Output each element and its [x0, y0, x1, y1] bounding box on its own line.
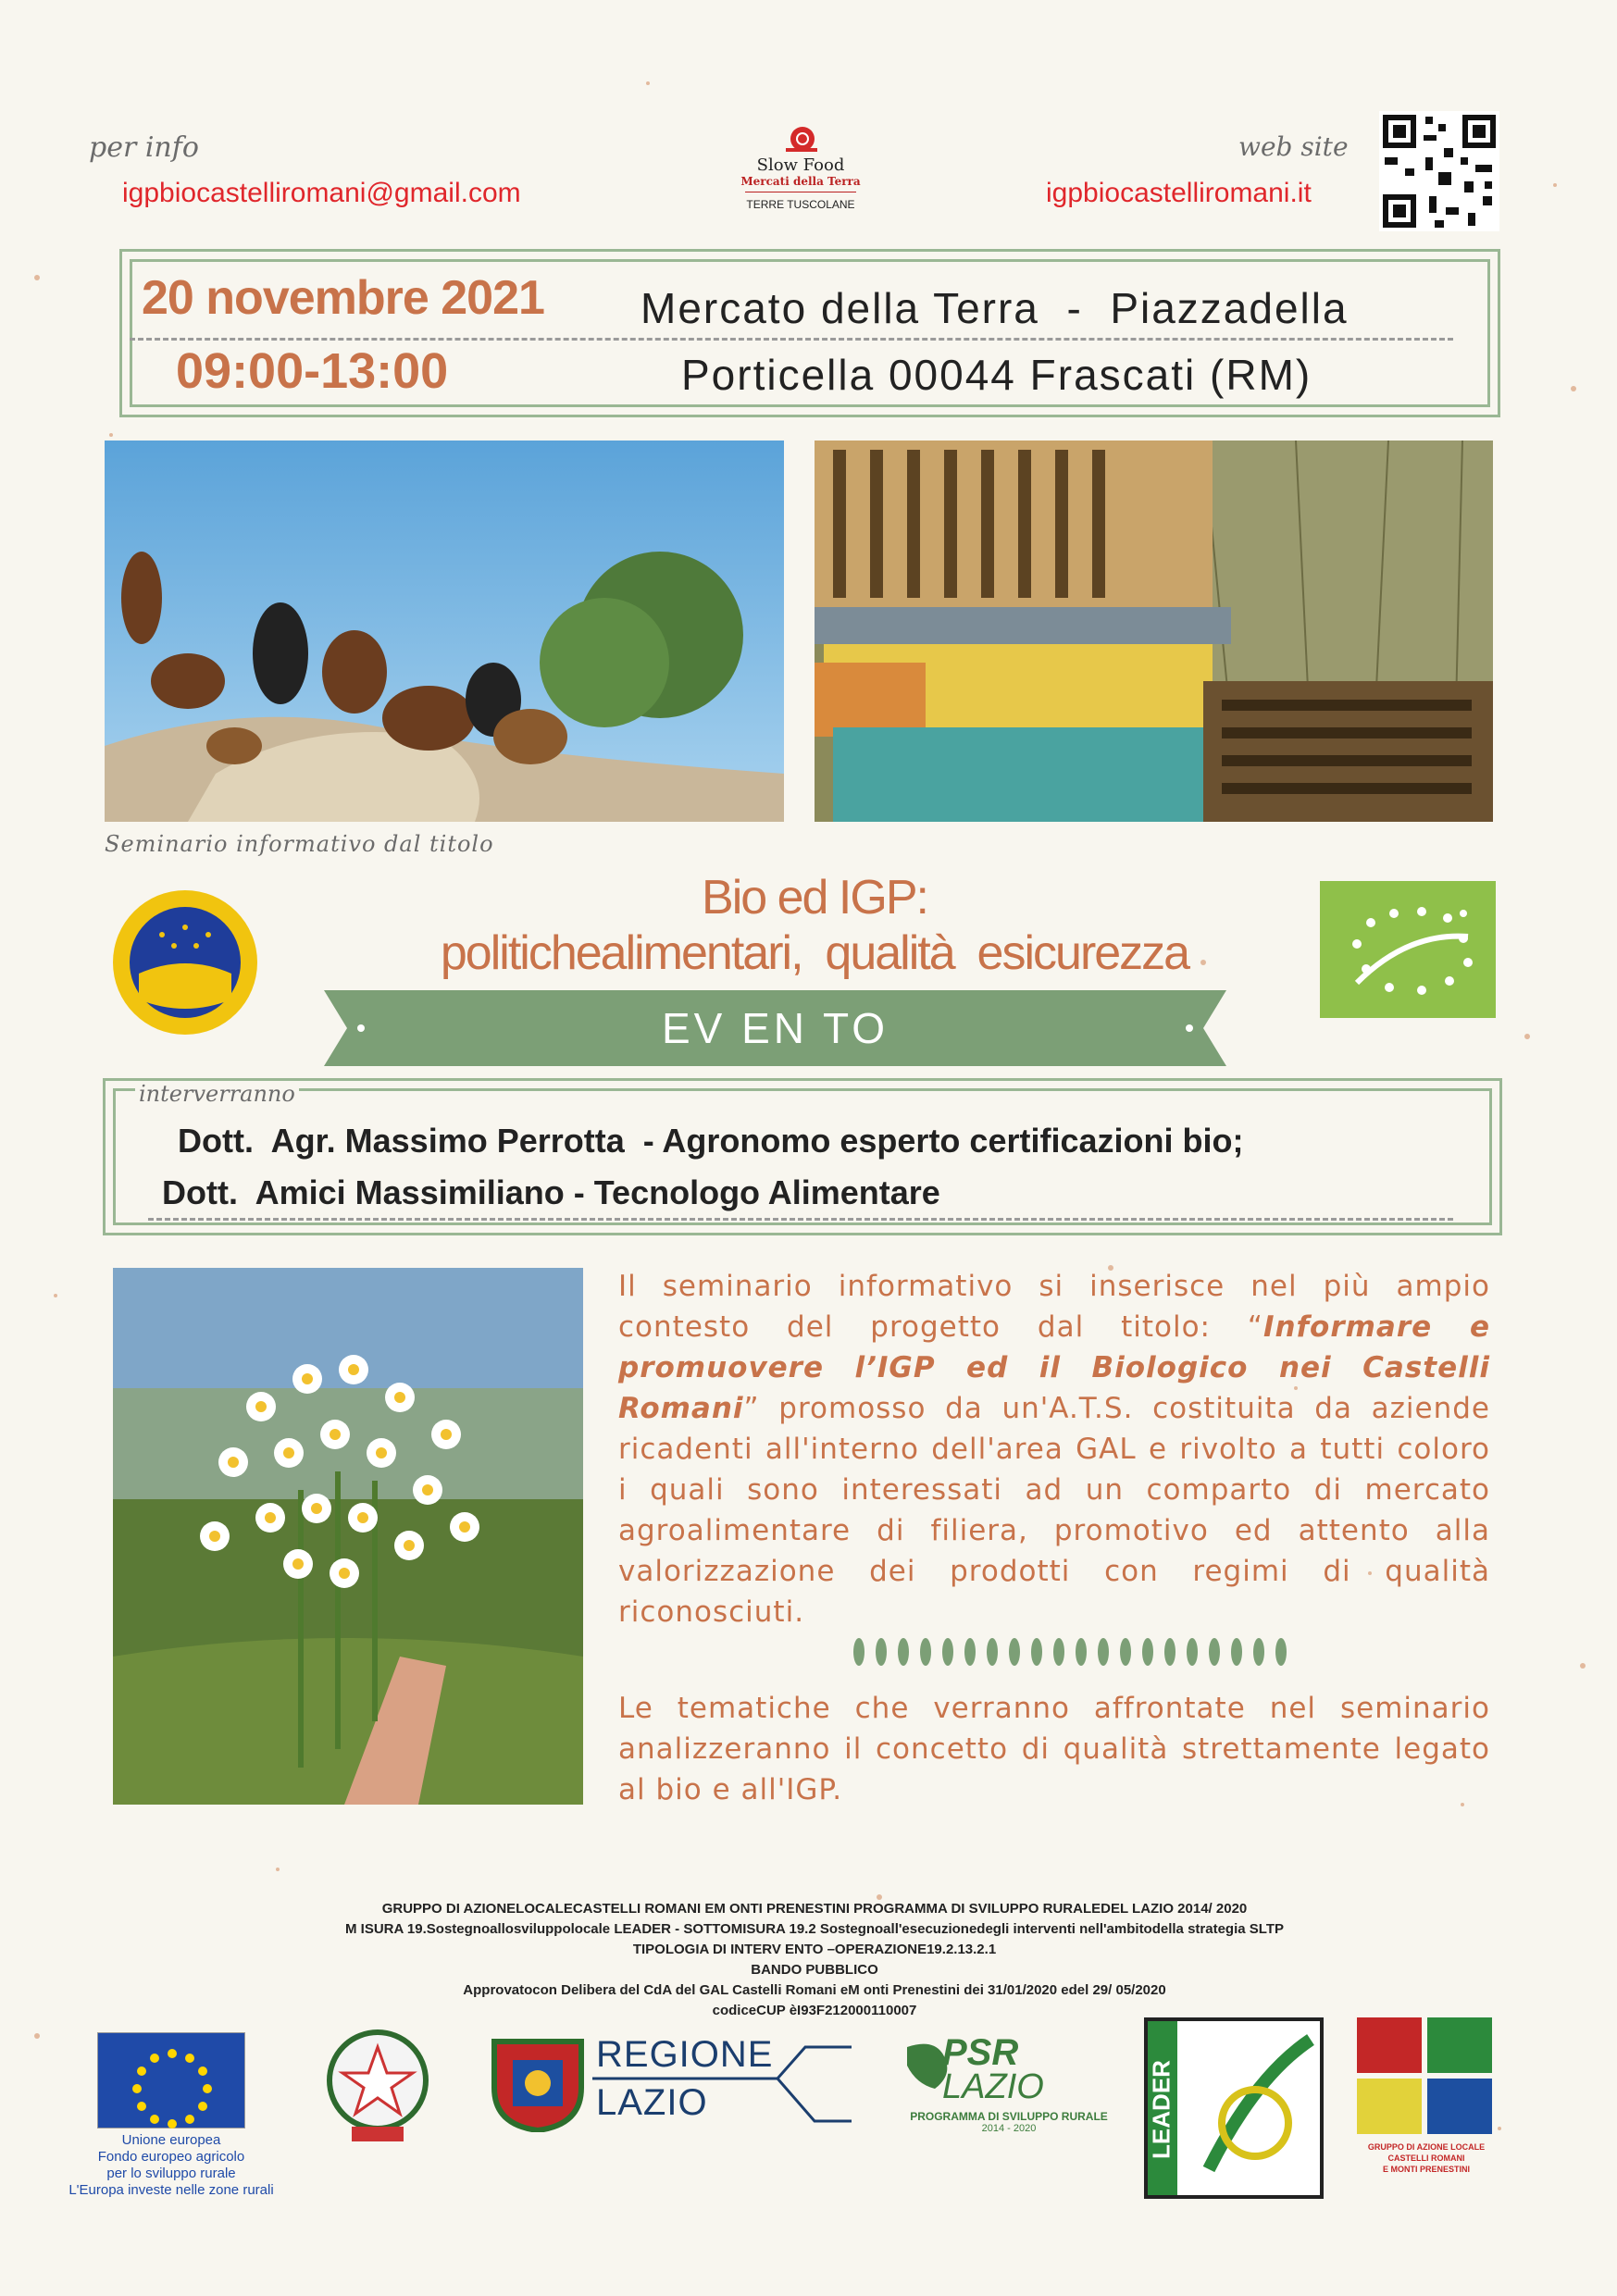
description-paragraph-2: Le tematiche che verranno affrontate nel seminario analizzeranno il concetto di qualità strettamente legato al bio e all'IGP.	[618, 1692, 1490, 1806]
footer-line-2: M ISURA 19.Sostegnoallosviluppolocale LEADER - SOTTOMISURA 19.2 Sostegnoall'esecuzionedegli interventi nell'ambitodella strategia SLTP	[344, 1921, 1284, 1937]
qr-code-icon[interactable]	[1379, 111, 1499, 231]
leader-logo	[1144, 2017, 1324, 2199]
lazio-coat-of-arms-icon	[485, 2032, 591, 2132]
psr-lazio-label: LAZIO	[942, 2067, 1044, 2106]
footer-line-4: BANDO PUBBLICO	[751, 1962, 878, 1978]
slowfood-logo	[722, 122, 879, 211]
eu-caption-2: Fondo europeo agricolo	[97, 2149, 245, 2165]
snail-icon	[782, 122, 819, 155]
seminar-title-line2: politichealimentari, qualità esicurezza	[440, 926, 1189, 980]
gal-caption-2: CASTELLI ROMANI	[1387, 2153, 1465, 2163]
project-title: Informare e promuovere l’IGP ed il Biologico nei Castelli Romani	[618, 1310, 1490, 1425]
eu-caption-4: L'Europa investe nelle zone rurali	[68, 2182, 274, 2198]
event-date: 20 novembre 2021	[142, 271, 544, 325]
speaker-2: Dott. Amici Massimiliano - Tecnologo Alimentare	[162, 1173, 940, 1211]
gal-castelli-romani-logo	[1357, 2017, 1496, 2203]
regione-label: REGIONE	[596, 2034, 774, 2075]
eu-organic-logo	[1320, 881, 1496, 1018]
website-link[interactable]: igpbiocastelliromani.it	[1046, 178, 1312, 208]
footer-program-info	[139, 1899, 1490, 2021]
gal-caption-1: GRUPPO DI AZIONE LOCALE	[1367, 2142, 1486, 2152]
speakers-divider	[148, 1218, 1453, 1221]
footer-line-3: TIPOLOGIA DI INTERV ENTO –OPERAZIONE19.2.13.2.1	[632, 1942, 997, 1957]
psr-label: PSR	[942, 2032, 1019, 2073]
psr-years-label: 2014 - 2020	[981, 2123, 1037, 2134]
speaker-1: Dott. Agr. Massimo Perrotta - Agronomo esperto certificazioni bio;	[178, 1122, 1244, 1160]
slowfood-name: Slow Food	[756, 155, 845, 175]
event-banner	[324, 990, 1226, 1066]
web-site-label: web site	[1238, 131, 1349, 162]
divider-dashed	[130, 338, 1453, 341]
contact-email[interactable]: igpbiocastelliromani@gmail.com	[122, 178, 521, 208]
eu-logo	[65, 2032, 278, 2199]
italian-republic-emblem-icon	[324, 2027, 431, 2147]
leader-label: LEADER	[1147, 2060, 1175, 2159]
igp-logo	[111, 888, 259, 1036]
seminar-title-line1: Bio ed IGP:	[702, 871, 927, 925]
slowfood-subtitle: Mercati della Terra	[740, 175, 861, 188]
description-paragraph-1	[618, 1266, 1490, 1632]
psr-program-label: PROGRAMMA DI SVILUPPO RURALE	[910, 2110, 1108, 2123]
description-text-continued: ” promosso da un'A.T.S. costituita da aziende ricadenti all'interno dell'area GAL e rivolto a tutti coloro i quali sono interessati ad un comparto di mercato agroalimentare di filiera, promotivo ed attento alla valorizzazione dei prodotti con regimi di qualità riconosciuti.	[618, 1392, 1490, 1629]
event-location-line2: Porticella 00044 Frascati (RM)	[681, 351, 1312, 399]
footer-line-1: GRUPPO DI AZIONELOCALECASTELLI ROMANI EM ONTI PRENESTINI PROGRAMMA DI SVILUPPO RURALEDEL LAZIO 2014/ 2020	[381, 1901, 1248, 1917]
goats-photo	[105, 441, 784, 822]
gal-caption-3: E MONTI PRENESTINI	[1382, 2165, 1470, 2174]
event-time: 09:00-13:00	[176, 343, 449, 399]
lazio-label: LAZIO	[596, 2082, 708, 2123]
speakers-label: interverranno	[135, 1081, 299, 1107]
chamomile-photo	[113, 1268, 583, 1805]
footer-line-5: Approvatocon Delibera del CdA del GAL Castelli Romani eM onti Prenestini dei 31/01/2020 edel 29/ 05/2020	[463, 1982, 1166, 1998]
seminar-intro: Seminario informativo dal titolo	[105, 831, 494, 857]
footer-line-6: codiceCUP èI93F212000110007	[712, 2003, 917, 2018]
eu-caption-1: Unione europea	[121, 2132, 221, 2148]
regione-lazio-logo	[592, 2029, 861, 2130]
psr-lazio-logo	[898, 2032, 1120, 2134]
per-info-label: per info	[89, 131, 199, 164]
eu-caption-3: per lo sviluppo rurale	[106, 2166, 236, 2181]
event-banner-label: EV EN TO	[661, 1004, 889, 1052]
slowfood-place: TERRE TUSCOLANE	[746, 198, 855, 211]
event-location-line1: Mercato della Terra - Piazzadella	[641, 284, 1349, 332]
description-text: Il seminario informativo si inserisce nel più ampio contesto del progetto dal titolo: “	[618, 1270, 1490, 1344]
eu-flag-icon	[97, 2032, 245, 2128]
beehives-photo	[815, 441, 1493, 822]
decorative-leaf-divider	[852, 1636, 1296, 1668]
